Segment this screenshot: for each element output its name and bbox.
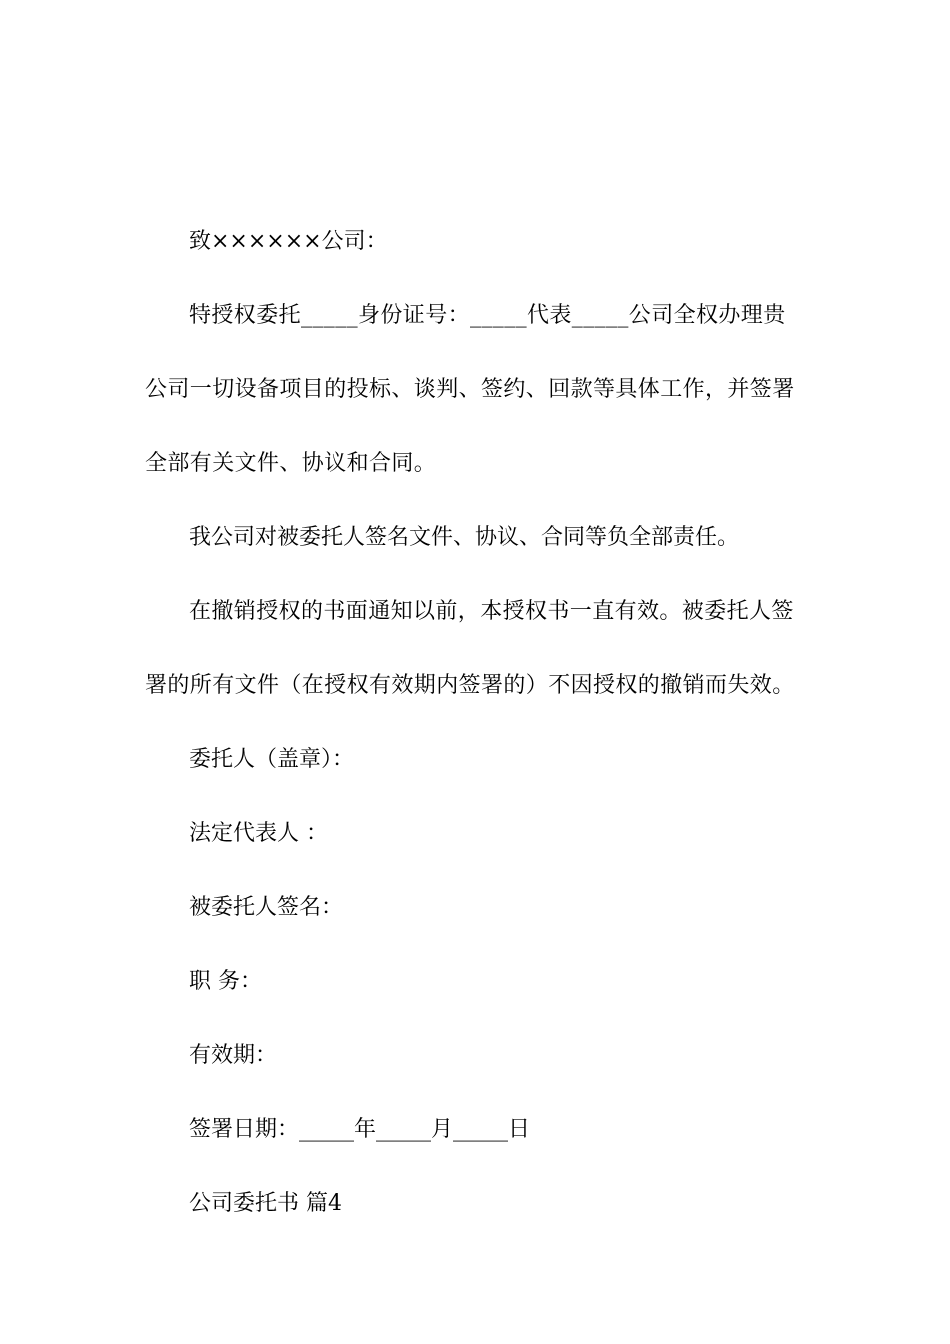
validity-period-line: 有效期： xyxy=(189,1043,278,1068)
signing-date-line: 签署日期：_____年_____月_____日 xyxy=(189,1117,531,1142)
position-line: 职 务： xyxy=(189,969,262,994)
section-title: 公司委托书 篇4 xyxy=(189,1191,342,1216)
validity-paragraph: 在撤销授权的书面通知以前，本授权书一直有效。被委托人签署的所有文件（在授权有效期内签署的）不因授权的撤销而失效。 xyxy=(145,599,795,698)
document-body xyxy=(145,205,807,1241)
addressee-line: 致××××××公司： xyxy=(189,229,388,254)
responsibility-paragraph: 我公司对被委托人签名文件、协议、合同等负全部责任。 xyxy=(189,525,740,550)
agent-signature-line: 被委托人签名： xyxy=(189,895,344,920)
authorization-paragraph: 特授权委托_____身份证号：_____代表_____公司全权办理贵公司一切设备项目的投标、谈判、签约、回款等具体工作，并签署全部有关文件、协议和合同。 xyxy=(145,303,795,476)
legal-representative-line: 法定代表人 ： xyxy=(189,821,328,846)
principal-seal-line: 委托人（盖章）： xyxy=(189,747,355,772)
